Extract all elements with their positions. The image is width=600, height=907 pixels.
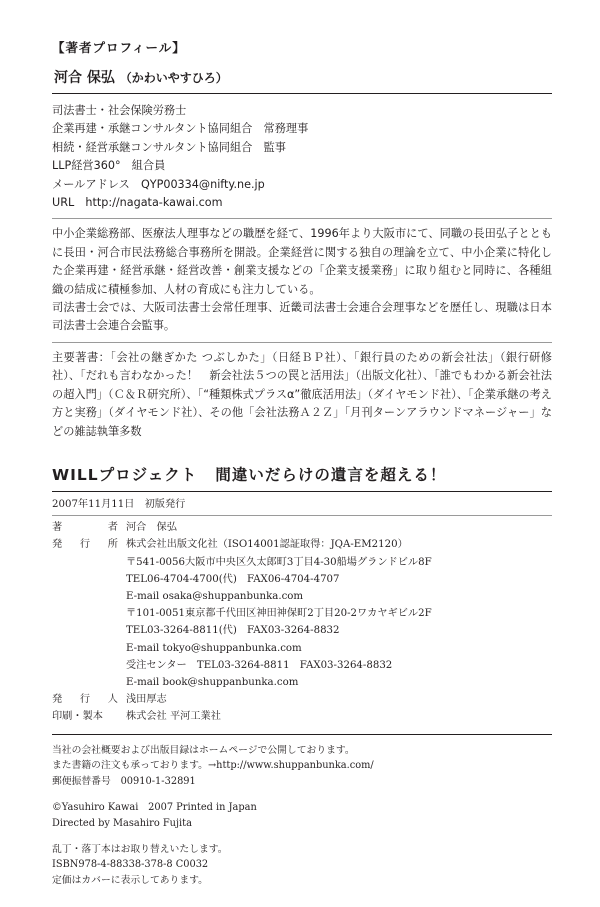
author-bio xyxy=(52,225,552,335)
postal-transfer: 郵便振替番号 00910-1-32891 xyxy=(52,776,196,788)
author-name-text: 河合 保弘 xyxy=(54,70,115,86)
order-center-tel: 受注センター TEL03-3264-8811 FAX03-3264-8832 xyxy=(126,659,393,671)
colophon-author-row xyxy=(52,519,552,536)
colophon-printer-row xyxy=(52,708,552,725)
title-line: LLP経営360° 組合員 xyxy=(52,159,166,173)
publisher-osaka-email: E-mail osaka@shuppanbunka.com xyxy=(126,590,304,602)
bio-paragraph: 中小企業総務部、医療法人理事などの職歴を経て、1996年より大阪市にて、同職の長田弘子とともに長田・河合市民法務総合事務所を開設。企業経営に関する独自の理論を立て、中小企業に特化した企業再建・経営承継・経営改善・創業支援などの「企業支援業務」に取り組むと同時に、各種組織の結成に積極参加、人材の育成にも注力している。 xyxy=(52,227,552,296)
issuer-label: 発行人 xyxy=(52,694,118,706)
notice-line: 当社の会社概要および出版目録はホームページで公開しております。 xyxy=(52,744,355,756)
contact-email: メールアドレス QYP00334@nifty.ne.jp xyxy=(52,177,265,191)
publisher-osaka-address: 〒541-0056大阪市中央区久太郎町3丁目4-30船場グランドビル8F xyxy=(126,556,432,568)
author-value: 河合 保弘 xyxy=(126,522,177,534)
author-name xyxy=(54,67,552,87)
title-line: 企業再建・承継コンサルタント協同組合 常務理事 xyxy=(52,122,309,136)
order-center-email: E-mail book@shuppanbunka.com xyxy=(126,676,299,688)
bio-divider xyxy=(52,218,552,219)
printer-label: 印刷・製本 xyxy=(52,711,103,723)
colophon-rule xyxy=(52,734,552,735)
notice-line: また書籍の注文も承っております。→http://www.shuppanbunka.com/ xyxy=(52,760,374,772)
title-line: 司法書士・社会保険労務士 xyxy=(52,104,187,117)
works-divider xyxy=(52,342,552,343)
bio-paragraph: 司法書士会では、大阪司法書士会常任理事、近畿司法書士会連合会理事などを歴任し、現職は日本司法書士会連合会監事。 xyxy=(52,301,552,333)
publisher-tokyo-address: 〒101-0051東京都千代田区神田神保町2丁目20-2ワカヤギビル2F xyxy=(126,608,432,620)
footer xyxy=(52,743,552,889)
edition-date: 2007年11月11日 初版発行 xyxy=(52,498,186,510)
author-label: 著者 xyxy=(52,522,118,534)
author-name-reading: （かわいやすひろ） xyxy=(119,71,228,85)
copyright: ©Yasuhiro Kawai 2007 Printed in Japan xyxy=(52,801,257,813)
book-series: WILLプロジェクト xyxy=(52,465,198,484)
printer-value: 株式会社 平河工業社 xyxy=(126,711,221,723)
replacement-notice: 乱丁・落丁本はお取り替えいたします。 xyxy=(52,843,228,855)
colophon-issuer-row xyxy=(52,691,552,708)
publisher-label: 発行所 xyxy=(52,539,118,551)
profile-divider xyxy=(52,93,552,94)
author-titles xyxy=(52,102,552,212)
author-works: 主要著書：「会社の継ぎかた つぶしかた」（日経ＢＰ社）、「銀行員のための新会社法」（銀行研修社）、「だれも言わなかった！ 新会社法５つの罠と活用法」（出版文化社）、「誰でもわかる新会社法の超入門」（Ｃ＆Ｒ研究所）、「“種類株式プラスα”徹底活用法」（ダイヤモンド社）、「企業承継の考え方と実務」（ダイヤモンド社）、その他「会社法務Ａ２Ｚ」「月刊ターンアラウンドマネージャー」などの雑誌執筆多数 xyxy=(52,350,552,438)
issuer-value: 浅田厚志 xyxy=(126,694,167,706)
contact-url: URL http://nagata-kawai.com xyxy=(52,196,223,210)
title-line: 相続・経営承継コンサルタント協同組合 監事 xyxy=(52,140,286,154)
title-rule xyxy=(52,491,552,492)
profile-heading: 【著者プロフィール】 xyxy=(52,40,186,55)
colophon xyxy=(52,496,552,726)
publisher-tokyo-tel: TEL03-3264-8811(代) FAX03-3264-8832 xyxy=(126,625,340,637)
publisher-name: 株式会社出版文化社（ISO14001認証取得：JQA-EM2120） xyxy=(126,539,408,551)
date-divider xyxy=(52,515,552,516)
isbn: ISBN978-4-88338-378-8 C0032 xyxy=(52,859,209,871)
colophon-publisher-row xyxy=(52,536,552,553)
book-title xyxy=(52,463,552,485)
director-credit: Directed by Masahiro Fujita xyxy=(52,817,192,829)
publisher-osaka-tel: TEL06-4704-4700(代) FAX06-4704-4707 xyxy=(126,573,340,585)
book-main-title: 間違いだらけの遺言を超える！ xyxy=(215,465,447,484)
publisher-tokyo-email: E-mail tokyo@shuppanbunka.com xyxy=(126,642,302,654)
price-notice: 定価はカバーに表示してあります。 xyxy=(52,875,208,887)
